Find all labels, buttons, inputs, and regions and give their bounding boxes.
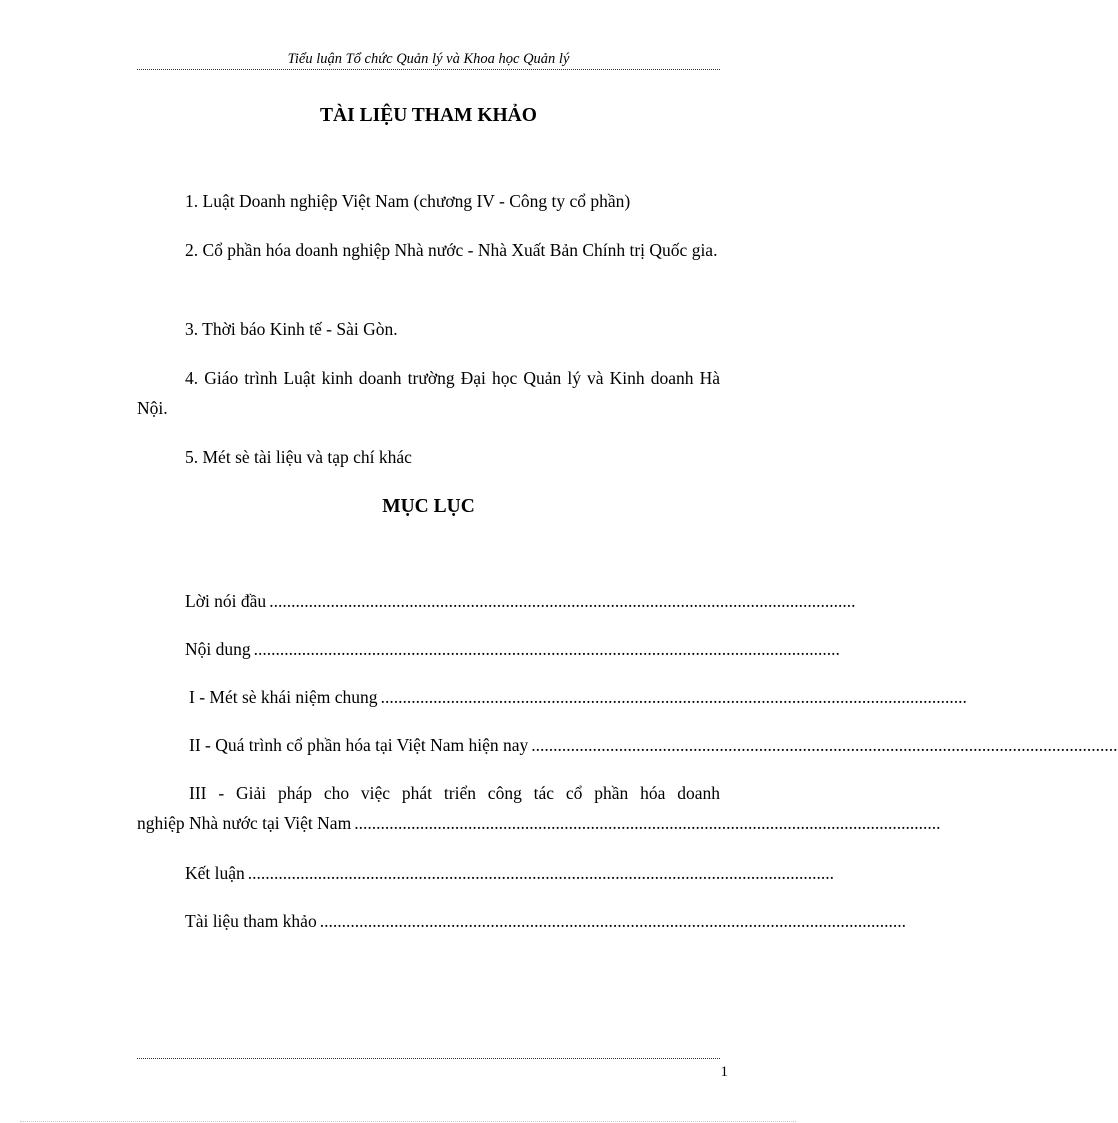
toc-leader-dots: ...................................................................................................................................... <box>269 591 856 611</box>
toc-entry-label: Lời nói đầu <box>185 591 267 611</box>
toc-entry-label: I - Mét sè khái niệm chung <box>189 687 378 707</box>
toc-entry-label: III - Giải pháp cho việc phát triển công tác cổ phần hóa doanh <box>189 783 720 803</box>
header-rule <box>137 69 720 70</box>
toc-leader-dots: ...................................................................................................................................... <box>253 639 840 659</box>
running-header: Tiểu luận Tổ chức Quản lý và Khoa học Quản lý <box>287 51 570 67</box>
footer-rule <box>137 1058 720 1059</box>
toc-entry-label-continuation: nghiệp Nhà nước tại Việt Nam <box>137 813 352 833</box>
reference-item: 1. Luật Doanh nghiệp Việt Nam (chương IV - Công ty cổ phần) <box>185 191 631 211</box>
toc-heading: MỤC LỤC <box>382 496 475 517</box>
reference-item: 4. Giáo trình Luật kinh doanh trường Đại học Quản lý và Kinh doanh Hà Nội. <box>137 368 720 418</box>
reference-item: 3. Thời báo Kinh tế - Sài Gòn. <box>185 319 398 339</box>
toc-entry-ket-luan[interactable] <box>185 861 835 885</box>
reference-item: 5. Mét sè tài liệu và tạp chí khác <box>185 447 412 467</box>
toc-entry-label: Nội dung <box>185 639 251 659</box>
toc-entry-khai-niem-chung[interactable] <box>189 685 967 709</box>
toc-entry-qua-trinh[interactable] <box>189 733 1118 757</box>
toc-leader-dots: ...................................................................................................................................... <box>531 735 1118 755</box>
toc-leader-dots: ...................................................................................................................................... <box>380 687 967 707</box>
reference-item: 2. Cổ phần hóa doanh nghiệp Nhà nước - Nhà Xuất Bản Chính trị Quốc gia. <box>185 240 718 260</box>
toc-leader-dots: ...................................................................................................................................... <box>354 813 941 833</box>
toc-entry-label: Tài liệu tham khảo <box>185 911 317 931</box>
toc-entry-label: Kết luận <box>185 863 245 883</box>
toc-leader-dots: ...................................................................................................................................... <box>247 863 835 883</box>
toc-entry-noi-dung[interactable] <box>185 637 840 661</box>
page-edge-divider <box>20 1121 796 1122</box>
toc-entry-continuation <box>137 808 941 838</box>
toc-entry-tai-lieu-tham-khao[interactable] <box>185 909 906 933</box>
toc-entry-label: II - Quá trình cổ phần hóa tại Việt Nam hiện nay <box>189 735 529 755</box>
toc-entry-giai-phap[interactable] <box>137 778 941 838</box>
page-number: 1 <box>720 1064 728 1080</box>
references-heading: TÀI LIỆU THAM KHẢO <box>320 105 537 126</box>
toc-leader-dots: ...................................................................................................................................... <box>319 911 906 931</box>
toc-entry-loi-noi-dau[interactable] <box>185 589 856 613</box>
